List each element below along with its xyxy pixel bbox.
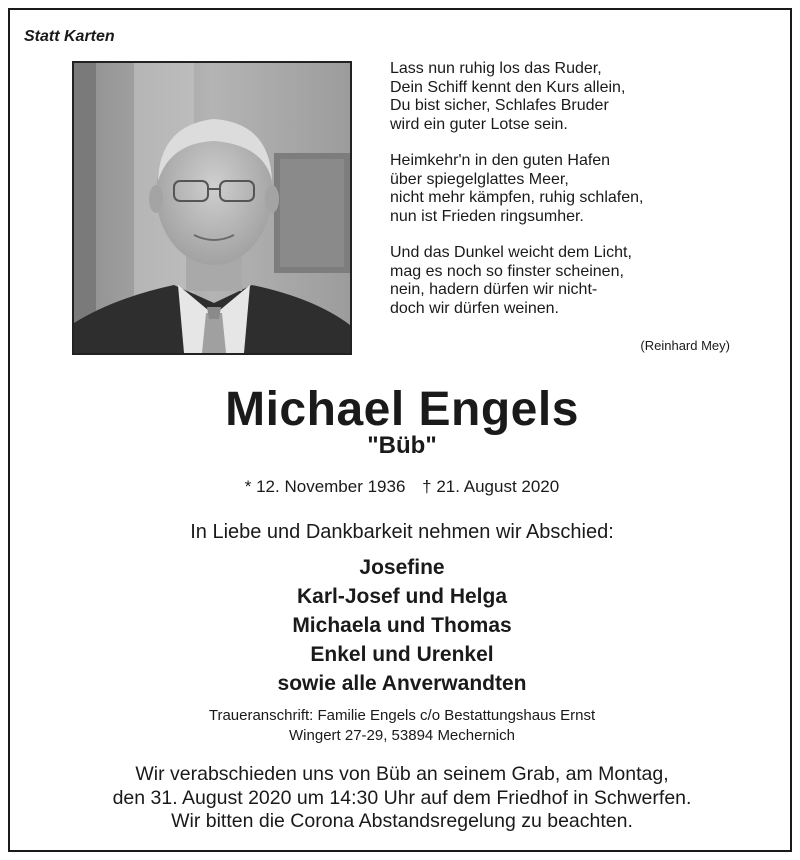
poem-line: Dein Schiff kennt den Kurs allein,: [390, 78, 626, 96]
poem-line: wird ein guter Lotse sein.: [390, 115, 568, 133]
poem-line: Und das Dunkel weicht dem Licht,: [390, 244, 632, 261]
poem-stanza: [390, 60, 643, 134]
mourners-list: [10, 553, 794, 698]
poem-line: nicht mehr kämpfen, ruhig schlafen,: [390, 189, 644, 206]
mourner-entry: Karl-Josef und Helga: [296, 585, 508, 608]
service-info: [10, 763, 794, 834]
mourner-entry: Enkel und Urenkel: [310, 643, 494, 666]
address-line: Wingert 27-29, 53894 Mechernich: [289, 726, 515, 744]
poem-stanza: [390, 152, 643, 226]
service-line: den 31. August 2020 um 14:30 Uhr auf dem Friedhof in Schwerfen.: [112, 786, 692, 809]
farewell-intro: In Liebe und Dankbarkeit nehmen wir Abschied:: [190, 521, 614, 543]
portrait-photo: [72, 61, 352, 355]
poem-line: über spiegelglattes Meer,: [390, 170, 569, 188]
mourning-address: [10, 706, 794, 745]
life-dates: [10, 477, 794, 497]
obituary-notice: [8, 8, 792, 852]
poem: [390, 60, 643, 336]
poem-line: Du bist sicher, Schlafes Bruder: [390, 97, 609, 114]
address-line: Traueranschrift: Familie Engels c/o Bestattungshaus Ernst: [208, 707, 596, 724]
mourner-entry: sowie alle Anverwandten: [277, 672, 527, 695]
poem-line: doch wir dürfen weinen.: [390, 299, 559, 317]
poem-stanza: [390, 244, 643, 318]
mourner-entry: Josefine: [359, 556, 445, 579]
service-line: Wir bitten die Corona Abstandsregelung zu beachten.: [171, 810, 633, 832]
mourner-entry: Michaela und Thomas: [292, 614, 512, 637]
poem-line: Lass nun ruhig los das Ruder,: [390, 60, 602, 77]
death-date: † 21. August 2020: [422, 477, 560, 496]
poem-attribution: (Reinhard Mey): [640, 338, 730, 353]
poem-line: nein, hadern dürfen wir nicht-: [390, 281, 598, 298]
poem-line: nun ist Frieden ringsumher.: [390, 207, 584, 225]
deceased-nickname: "Büb": [367, 432, 437, 459]
statt-karten-label: Statt Karten: [24, 28, 115, 45]
birth-date: * 12. November 1936: [244, 477, 406, 496]
poem-line: mag es noch so finster scheinen,: [390, 262, 624, 280]
deceased-name: Michael Engels: [225, 383, 579, 436]
poem-line: Heimkehr'n in den guten Hafen: [390, 152, 611, 169]
service-line: Wir verabschieden uns von Büb an seinem Grab, am Montag,: [135, 763, 669, 785]
